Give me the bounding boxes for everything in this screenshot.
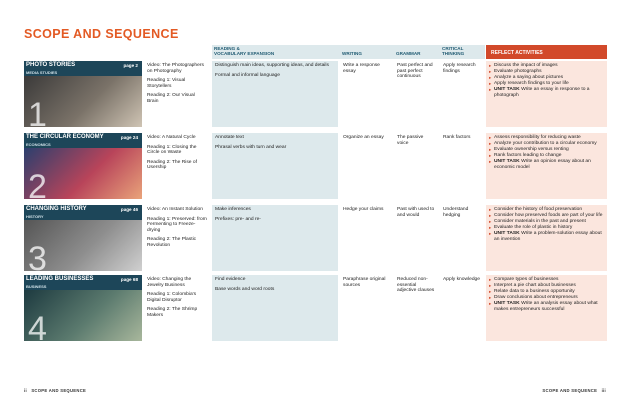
unit-task-label: UNIT TASK [494, 231, 520, 237]
unit-photo [24, 290, 142, 341]
writing-cell: Paraphrase original sources [340, 275, 392, 341]
grammar-cell: Past perfect and past perfect continuous [394, 61, 438, 127]
reading-cell [212, 275, 338, 341]
unit-row [24, 133, 607, 199]
reflect-item: ▸ Draw conclusions about entrepreneurs [489, 295, 604, 301]
reflect-item: ▸ Apply research findings to your life [489, 81, 604, 87]
unit-title: LEADING BUSINESSES [26, 276, 94, 282]
unit-task [489, 301, 604, 312]
reflect-cell [486, 205, 607, 271]
reading-skill: Base words and word roots [215, 286, 275, 292]
reading-cell [212, 205, 338, 271]
unit-row [24, 205, 607, 271]
media-cell [144, 133, 210, 199]
unit-number: 3 [28, 240, 47, 271]
unit-title-band[interactable] [24, 275, 142, 284]
reflect-cell [486, 133, 607, 199]
writing-cell: Write a response essay [340, 61, 392, 127]
reading-cell [212, 61, 338, 127]
unit-task-label: UNIT TASK [494, 87, 520, 93]
unit-task-label: UNIT TASK [494, 159, 520, 165]
unit-subject: ECONOMICS [24, 142, 142, 148]
unit-task-text: Write an analysis essay about what makes entrepreneurs successful [494, 301, 598, 312]
reading-skill: Find evidence [215, 277, 246, 282]
col-header-reading [214, 46, 334, 58]
reflect-item: ▸ Compare types of businesses [489, 277, 604, 283]
unit-task [489, 159, 604, 170]
footer-left [24, 388, 86, 393]
reading-skill: Prefixes: pre- and re- [215, 216, 261, 222]
media-item: Reading 1: Colombia's Digital Disruptor [147, 292, 197, 303]
media-cell [144, 275, 210, 341]
critical-cell: Understand hedging [440, 205, 484, 271]
reflect-item: ▸ Interpret a pie chart about businesses [489, 283, 604, 289]
unit-row [24, 61, 607, 127]
unit-photo [24, 76, 142, 127]
reflect-cell [486, 61, 607, 127]
unit-photo [24, 148, 142, 199]
reading-skill: Make inferences [215, 207, 251, 212]
reflect-list [489, 135, 604, 171]
reflect-list [489, 63, 604, 99]
unit-task [489, 231, 604, 242]
reflect-item: ▸ Relate data to a business opportunity [489, 289, 604, 295]
reading-skill: Annotate text [215, 135, 244, 140]
reflect-item: ▸ Analyze a saying about pictures [489, 75, 604, 81]
critical-cell: Apply research findings [440, 61, 484, 127]
unit-title: PHOTO STORIES [26, 62, 76, 68]
media-item: Reading 1: Preserved: from Fermenting to Freeze-drying [147, 216, 207, 233]
media-cell [144, 205, 210, 271]
unit-photo [24, 220, 142, 271]
media-item: Reading 2: Our Visual Brain [147, 93, 195, 104]
unit-page: page 2 [123, 63, 138, 68]
critical-cell: Rank factors [440, 133, 484, 199]
reflect-list [489, 277, 604, 313]
unit-number: 1 [28, 96, 47, 127]
unit-title: THE CIRCULAR ECONOMY [26, 134, 104, 140]
unit-title-band[interactable] [24, 133, 142, 142]
critical-cell: Apply knowledge [440, 275, 484, 341]
col-header-reading-text: READING & VOCABULARY EXPANSION [214, 46, 275, 56]
col-header-grammar: GRAMMAR [396, 51, 421, 56]
grammar-cell: Reduced non-essential adjective clauses [394, 275, 438, 341]
reflect-item: ▸ Discuss the impact of images [489, 63, 604, 69]
reflect-item: ▸ Evaluate the role of plastic in history [489, 225, 604, 231]
footer-right-text: SCOPE AND SEQUENCE [542, 388, 598, 393]
media-item: Reading 1: Closing the Circle on Waste [147, 144, 197, 156]
media-item: Reading 2: The Shrimp Makers [147, 307, 198, 318]
unit-task-label: UNIT TASK [494, 301, 520, 307]
reading-skill: Distinguish main ideas, supporting ideas, and details [215, 63, 329, 68]
unit-page: page 68 [120, 277, 138, 282]
media-item: Reading 1: Visual Storytellers [147, 78, 186, 89]
col-header-writing: WRITING [342, 51, 362, 56]
page-title: SCOPE AND SEQUENCE [24, 27, 179, 41]
footer-left-number: ii [24, 388, 27, 393]
unit-page: page 46 [120, 207, 138, 212]
unit-title-band[interactable] [24, 61, 142, 70]
media-cell [144, 61, 210, 127]
unit-number: 2 [28, 168, 47, 199]
reflect-cell [486, 275, 607, 341]
reading-cell [212, 133, 338, 199]
reflect-item: ▸ Consider materials in the past and present [489, 219, 604, 225]
unit-title-band[interactable] [24, 205, 142, 214]
media-item: Video: An Instant Solution [147, 207, 203, 212]
unit-subject: HISTORY [24, 214, 142, 220]
media-item: Video: A Natural Cycle [147, 135, 196, 140]
media-item: Video: Changing the Jewelry Business [147, 277, 192, 288]
grammar-cell: Past with used to and would [394, 205, 438, 271]
grammar-cell: The passive voice [394, 133, 438, 199]
unit-task [489, 87, 604, 98]
reflect-item: ▸ Evaluate photographs [489, 69, 604, 75]
writing-cell: Hedge your claims [340, 205, 392, 271]
reading-skill: Phrasal verbs with turn and wear [215, 144, 287, 150]
reflect-list [489, 207, 604, 243]
unit-number: 4 [28, 310, 47, 341]
reflect-item: ▸ Analyze your contribution to a circular economy [489, 141, 604, 147]
unit-row [24, 275, 607, 341]
reflect-item: ▸ Consider the history of food preservation [489, 207, 604, 213]
unit-title: CHANGING HISTORY [26, 206, 87, 212]
reflect-item: ▸ Consider how preserved foods are part of your life [489, 213, 604, 219]
reading-skill: Formal and informal language [215, 72, 280, 78]
unit-page: page 24 [120, 135, 138, 140]
footer-left-text: SCOPE AND SEQUENCE [31, 388, 87, 393]
writing-cell: Organize an essay [340, 133, 392, 199]
footer-right [542, 388, 606, 393]
col-header-critical: CRITICAL THINKING [442, 46, 465, 56]
col-header-reflect: REFLECT ACTIVITIES [486, 45, 607, 59]
unit-task-text: Write an opinion essay about an economic model [494, 159, 591, 170]
unit-subject: BUSINESS [24, 284, 142, 290]
reflect-item: ▸ Assess responsibility for reducing waste [489, 135, 604, 141]
reflect-item: ▸ Evaluate ownership versus renting [489, 147, 604, 153]
footer-right-number: iii [601, 388, 606, 393]
unit-subject: MEDIA STUDIES [24, 70, 142, 76]
unit-task-text: Write an essay in response to a photograph [494, 87, 590, 98]
media-item: Reading 2: The Rise of Usership [147, 159, 197, 171]
reflect-item: ▸ Rank factors leading to change [489, 153, 604, 159]
media-item: Reading 2: The Plastic Revolution [147, 237, 197, 248]
unit-task-text: Write a problem-solution essay about an invention [494, 231, 602, 242]
media-item: Video: The Photographers on Photography [147, 63, 204, 74]
